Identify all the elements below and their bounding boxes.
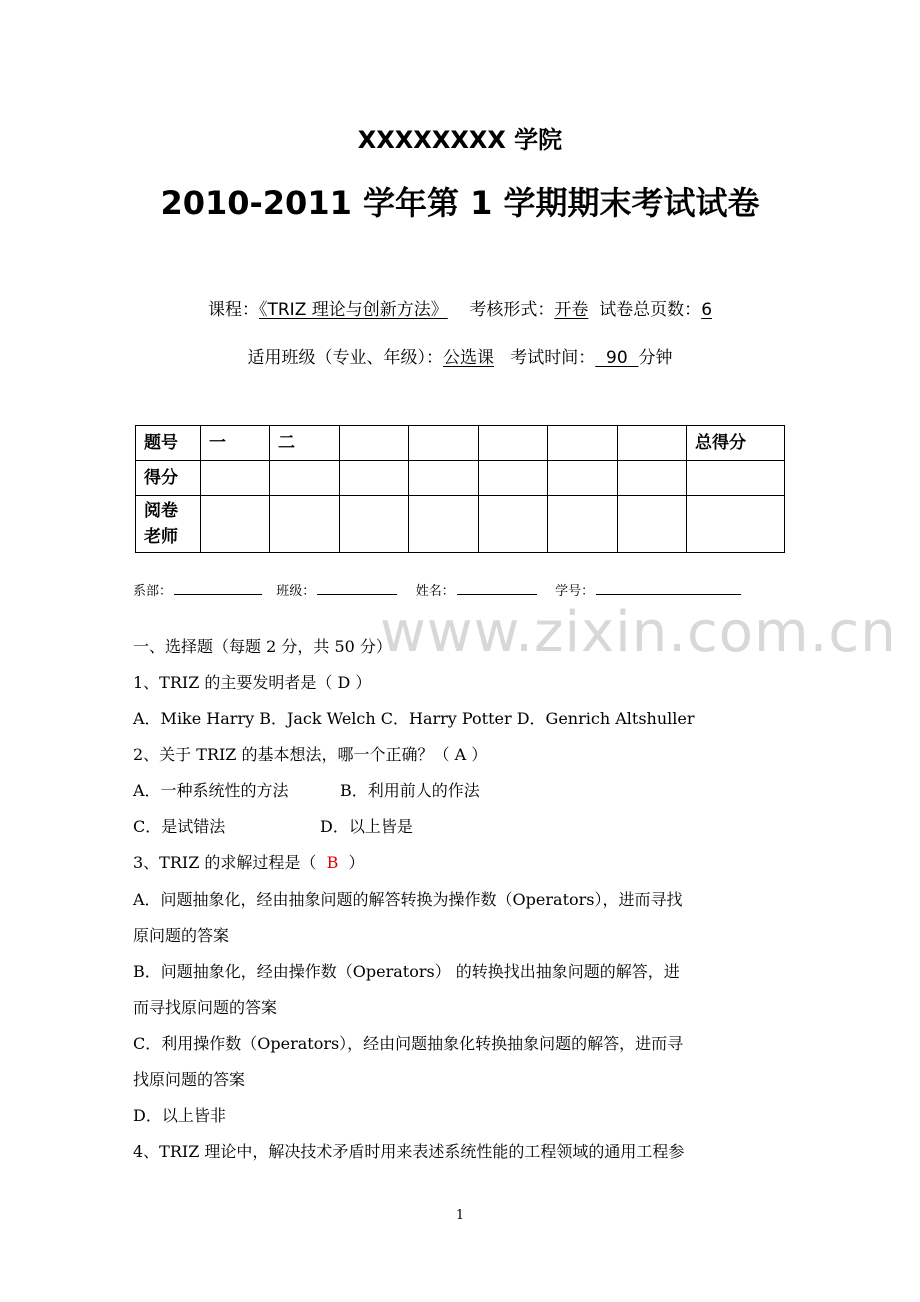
course-info-line	[0, 295, 920, 320]
question-3-option-c-line2: 找原问题的答案	[133, 1070, 246, 1089]
grader-cell	[618, 496, 687, 553]
score-cell	[548, 461, 618, 496]
question-1: 1、TRIZ 的主要发明者是（ D ）	[133, 673, 372, 692]
id-label: 学号：	[555, 584, 595, 599]
school-name: XXXXXXXX 学院	[357, 126, 563, 154]
time-unit: 分钟	[638, 348, 673, 368]
score-cell	[270, 461, 340, 496]
question-3-option-b-line2: 而寻找原问题的答案	[133, 998, 278, 1017]
time-label: 考试时间：	[510, 348, 596, 368]
score-cell	[687, 461, 785, 496]
grader-cell	[548, 496, 618, 553]
question-2-option-a: A．一种系统性的方法	[133, 781, 289, 800]
time-value: 90	[606, 348, 628, 368]
header-cell-4	[409, 426, 479, 461]
header-cell-5	[479, 426, 548, 461]
score-table-grader-row	[136, 496, 785, 553]
question-4: 4、TRIZ 理论中，解决技术矛盾时用来表述系统性能的工程领域的通用工程参	[133, 1142, 685, 1161]
grader-cell	[687, 496, 785, 553]
question-3-answer: B	[326, 853, 339, 872]
score-cell	[340, 461, 409, 496]
class-blank-label: 班级：	[276, 584, 316, 599]
grader-cell	[479, 496, 548, 553]
grader-cell	[201, 496, 270, 553]
pages-value: 6	[701, 300, 713, 320]
question-1-options: A．Mike Harry B．Jack Welch C．Harry Potter D．Genrich Altshuller	[133, 709, 695, 728]
row-label-number: 题号	[136, 426, 201, 461]
question-2-option-b: B．利用前人的作法	[340, 781, 480, 800]
pages-label: 试卷总页数：	[599, 300, 702, 320]
grader-cell	[409, 496, 479, 553]
header-cell-2: 二	[270, 426, 340, 461]
name-label: 姓名：	[415, 584, 455, 599]
score-table-score-row	[136, 461, 785, 496]
format-label: 考核形式：	[469, 300, 555, 320]
course-label: 课程：	[207, 300, 259, 320]
name-blank[interactable]	[457, 580, 537, 595]
dept-blank[interactable]	[174, 580, 262, 595]
grader-cell	[270, 496, 340, 553]
row-label-score: 得分	[136, 461, 201, 496]
score-table	[135, 425, 785, 553]
header-cell-3	[340, 426, 409, 461]
score-table-header-row	[136, 426, 785, 461]
id-blank[interactable]	[596, 580, 741, 595]
header-cell-1: 一	[201, 426, 270, 461]
question-3-option-a-line2: 原问题的答案	[133, 926, 230, 945]
question-2-option-c: C．是试错法	[133, 817, 226, 836]
header-cell-total: 总得分	[687, 426, 785, 461]
student-info-line	[133, 580, 747, 599]
page-number: 1	[455, 1208, 465, 1223]
question-2-option-d: D．以上皆是	[320, 817, 413, 836]
course-value: 《TRIZ 理论与创新方法》	[258, 300, 448, 320]
class-value: 公选课	[443, 348, 494, 368]
question-2: 2、关于 TRIZ 的基本想法，哪一个正确？（ A ）	[133, 745, 488, 764]
score-cell	[618, 461, 687, 496]
row-label-grader: 阅卷 老师	[136, 496, 201, 553]
score-cell	[409, 461, 479, 496]
question-3-option-a-line1: A．问题抽象化，经由抽象问题的解答转换为操作数（Operators），进而寻找	[133, 890, 683, 909]
score-cell	[479, 461, 548, 496]
format-value: 开卷	[554, 300, 589, 320]
exam-title: 2010-2011 学年第 1 学期期末考试试卷	[160, 184, 760, 222]
dept-label: 系部：	[133, 584, 173, 599]
header-cell-7	[618, 426, 687, 461]
class-blank[interactable]	[317, 580, 397, 595]
class-label: 适用班级（专业、年级）：	[247, 348, 443, 368]
class-info-line	[0, 343, 920, 368]
question-3-option-c-line1: C．利用操作数（Operators），经由问题抽象化转换抽象问题的解答，进而寻	[133, 1034, 684, 1053]
grader-cell	[340, 496, 409, 553]
header-cell-6	[548, 426, 618, 461]
question-3-option-d: D．以上皆非	[133, 1106, 226, 1125]
score-cell	[201, 461, 270, 496]
question-3: 3、TRIZ 的求解过程是（ B ）	[133, 853, 365, 872]
question-3-option-b-line1: B．问题抽象化，经由操作数（Operators） 的转换找出抽象问题的解答，进	[133, 962, 680, 981]
section-heading: 一、选择题（每题 2 分，共 50 分）	[133, 637, 392, 656]
watermark: www.zixin.com.cn	[380, 600, 897, 665]
